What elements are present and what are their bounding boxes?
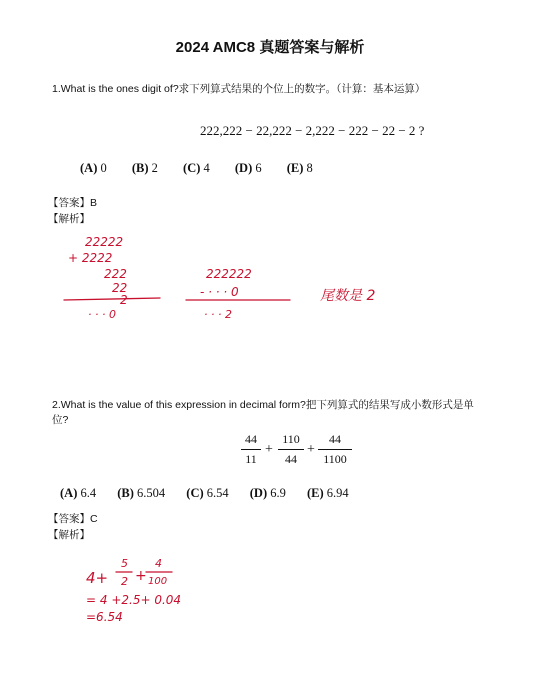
hw-q1-line-5: 2: [120, 293, 128, 307]
choice-value: 6.54: [206, 486, 229, 500]
question-1-prompt: 1.What is the ones digit of?求下列算式结果的个位上的数字。（计算：基本运算）: [52, 83, 426, 95]
fraction-denominator: 44: [285, 452, 297, 466]
hw-q1-line-3: 222: [104, 267, 127, 281]
choice-label: (E): [307, 486, 324, 500]
hw-q1-line-1: 22222: [85, 235, 124, 249]
hw-q1-col2-line-1: 222222: [206, 267, 252, 281]
choice-label: (D): [234, 161, 253, 175]
choice-label: (A): [60, 486, 78, 500]
hw-q1-line-2: + 2222: [68, 251, 113, 265]
choice-label: (C): [186, 486, 204, 500]
fraction-denominator: 1100: [323, 452, 347, 466]
choice-value: 0: [100, 161, 107, 175]
question-1-explanation-label: 【解析】: [48, 213, 90, 225]
hw-q1-col2-line-3: · · · 2: [204, 308, 232, 321]
choice-value: 6.4: [80, 486, 97, 500]
question-2-plus-2: +: [307, 442, 315, 457]
fraction-denominator: 11: [245, 452, 257, 466]
question-2-plus-1: +: [265, 442, 273, 457]
choice-value: 6.9: [270, 486, 286, 500]
choice-label: (E): [286, 161, 304, 175]
hw-q2-lead: 4+: [86, 569, 109, 587]
choice-value: 6: [255, 161, 262, 175]
choice-value: 8: [306, 161, 313, 175]
fraction-numerator: 110: [282, 432, 300, 446]
choice-value: 2: [151, 161, 158, 175]
choice-label: (A): [80, 161, 98, 175]
hw-q2-line-3: =6.54: [86, 610, 123, 624]
hw-q2-frac-a-num: 5: [121, 557, 128, 570]
hw-q1-col2-line-2: - · · · 0: [200, 285, 239, 299]
choice-label: (C): [183, 161, 201, 175]
choice-label: (B): [117, 486, 134, 500]
choice-value: 6.94: [326, 486, 349, 500]
hw-q1-conclusion: 尾数是 2: [320, 288, 376, 304]
document-title: 2024 AMC8 真题答案与解析: [175, 39, 365, 56]
hw-q2-frac-a-den: 2: [121, 575, 128, 588]
hw-q2-line-2: = 4 +2.5+ 0.04: [86, 593, 182, 607]
question-2-prompt-line-1: 2.What is the value of this expression in decimal form?把下列算式的结果写成小数形式是单: [52, 399, 474, 411]
hw-q2-frac-b-num: 4: [155, 557, 162, 570]
hw-q1-line-6: · · · 0: [88, 308, 116, 321]
hw-q2-frac-b-den: 100: [148, 576, 168, 587]
fraction-numerator: 44: [329, 432, 341, 446]
choice-value: 4: [203, 161, 210, 175]
question-1-expression: 222,222 − 22,222 − 2,222 − 222 − 22 − 2 ?: [200, 123, 425, 138]
question-2-explanation-label: 【解析】: [48, 529, 90, 541]
hw-q2-plus: +: [135, 568, 147, 584]
choice-label: (D): [249, 486, 268, 500]
question-1-answer: 【答案】B: [48, 197, 98, 209]
choice-label: (B): [131, 161, 149, 175]
choice-value: 6.504: [137, 486, 166, 500]
question-2-prompt-line-2: 位?: [52, 414, 69, 426]
fraction-numerator: 44: [245, 432, 257, 446]
question-2-answer: 【答案】C: [48, 513, 98, 525]
hw-q1-line-4: 22: [112, 281, 128, 295]
